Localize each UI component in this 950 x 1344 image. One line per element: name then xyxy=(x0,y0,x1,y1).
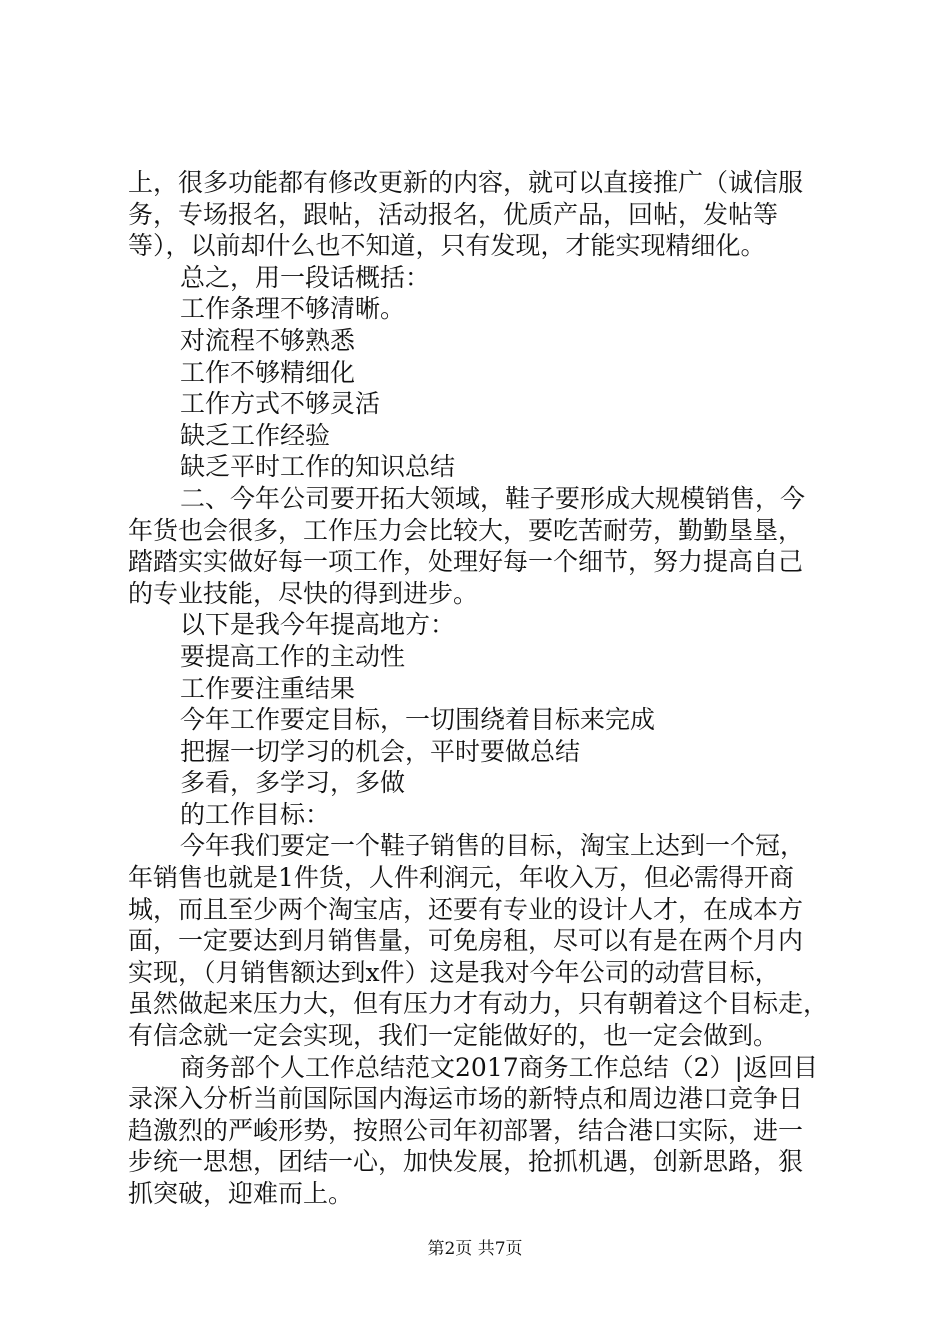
text-line: 多看，多学习，多做 xyxy=(180,768,406,798)
text-line: 总之，用一段话概括： xyxy=(180,262,431,292)
text-line: 工作要注重结果 xyxy=(180,673,356,703)
text-line: 面，一定要达到月销售量，可免房租，尽可以有是在两个月内 xyxy=(128,926,804,956)
text-line: 今年工作要定目标，一切围绕着目标来完成 xyxy=(180,705,656,735)
text-line: 今年我们要定一个鞋子销售的目标，淘宝上达到一个冠， xyxy=(180,831,806,861)
text-line: 缺乏平时工作的知识总结 xyxy=(180,452,456,482)
text-line: 对流程不够熟悉 xyxy=(180,325,356,355)
text-line: 有信念就一定会实现，我们一定能做好的，也一定会做到。 xyxy=(128,1021,779,1051)
text-line: 年销售也就是1件货，人件利润元，年收入万，但必需得开商 xyxy=(128,863,794,893)
text-line: 等），以前却什么也不知道，只有发现，才能实现精细化。 xyxy=(128,231,766,261)
text-line: 要提高工作的主动性 xyxy=(180,641,406,671)
text-line: 实现，（月销售额达到x件）这是我对今年公司的动营目标， xyxy=(128,957,780,987)
text-line: 的专业技能，尽快的得到进步。 xyxy=(128,578,479,608)
text-line: 工作不够精细化 xyxy=(180,357,356,387)
text-line: 年货也会很多，工作压力会比较大，要吃苦耐劳，勤勤垦垦， xyxy=(128,515,804,545)
text-line: 抓突破，迎难而上。 xyxy=(128,1179,354,1208)
text-line: 踏踏实实做好每一项工作，处理好每一个细节，努力提高自己 xyxy=(128,547,804,577)
text-line: 上，很多功能都有修改更新的内容，就可以直接推广（诚信服 xyxy=(128,168,804,197)
text-line: 的工作目标： xyxy=(180,799,331,829)
text-line: 工作方式不够灵活 xyxy=(180,389,381,419)
text-line: 商务部个人工作总结范文2017商务工作总结（2）|返回目 xyxy=(180,1052,818,1082)
text-line: 缺乏工作经验 xyxy=(180,420,331,450)
page-number-footer: 第2页 共7页 xyxy=(427,1239,523,1259)
text-line: 步统一思想，团结一心，加快发展，抢抓机遇，创新思路，狠 xyxy=(128,1147,804,1177)
text-line: 以下是我今年提高地方： xyxy=(180,610,456,640)
text-line: 务，专场报名，跟帖，活动报名，优质产品，回帖，发帖等 xyxy=(128,199,779,229)
document-body xyxy=(128,167,833,1210)
text-line: 二、今年公司要开拓大领域，鞋子要形成大规模销售，今 xyxy=(180,483,806,513)
text-line: 录深入分析当前国际国内海运市场的新特点和周边港口竞争日 xyxy=(128,1084,804,1114)
text-line: 趋激烈的严峻形势，按照公司年初部署，结合港口实际，进一 xyxy=(128,1115,804,1145)
text-line: 城，而且至少两个淘宝店，还要有专业的设计人才，在成本方 xyxy=(128,894,804,924)
text-line: 虽然做起来压力大，但有压力才有动力，只有朝着这个目标走， xyxy=(128,989,829,1019)
text-line: 工作条理不够清晰。 xyxy=(180,294,406,324)
text-line: 把握一切学习的机会，平时要做总结 xyxy=(180,736,581,766)
